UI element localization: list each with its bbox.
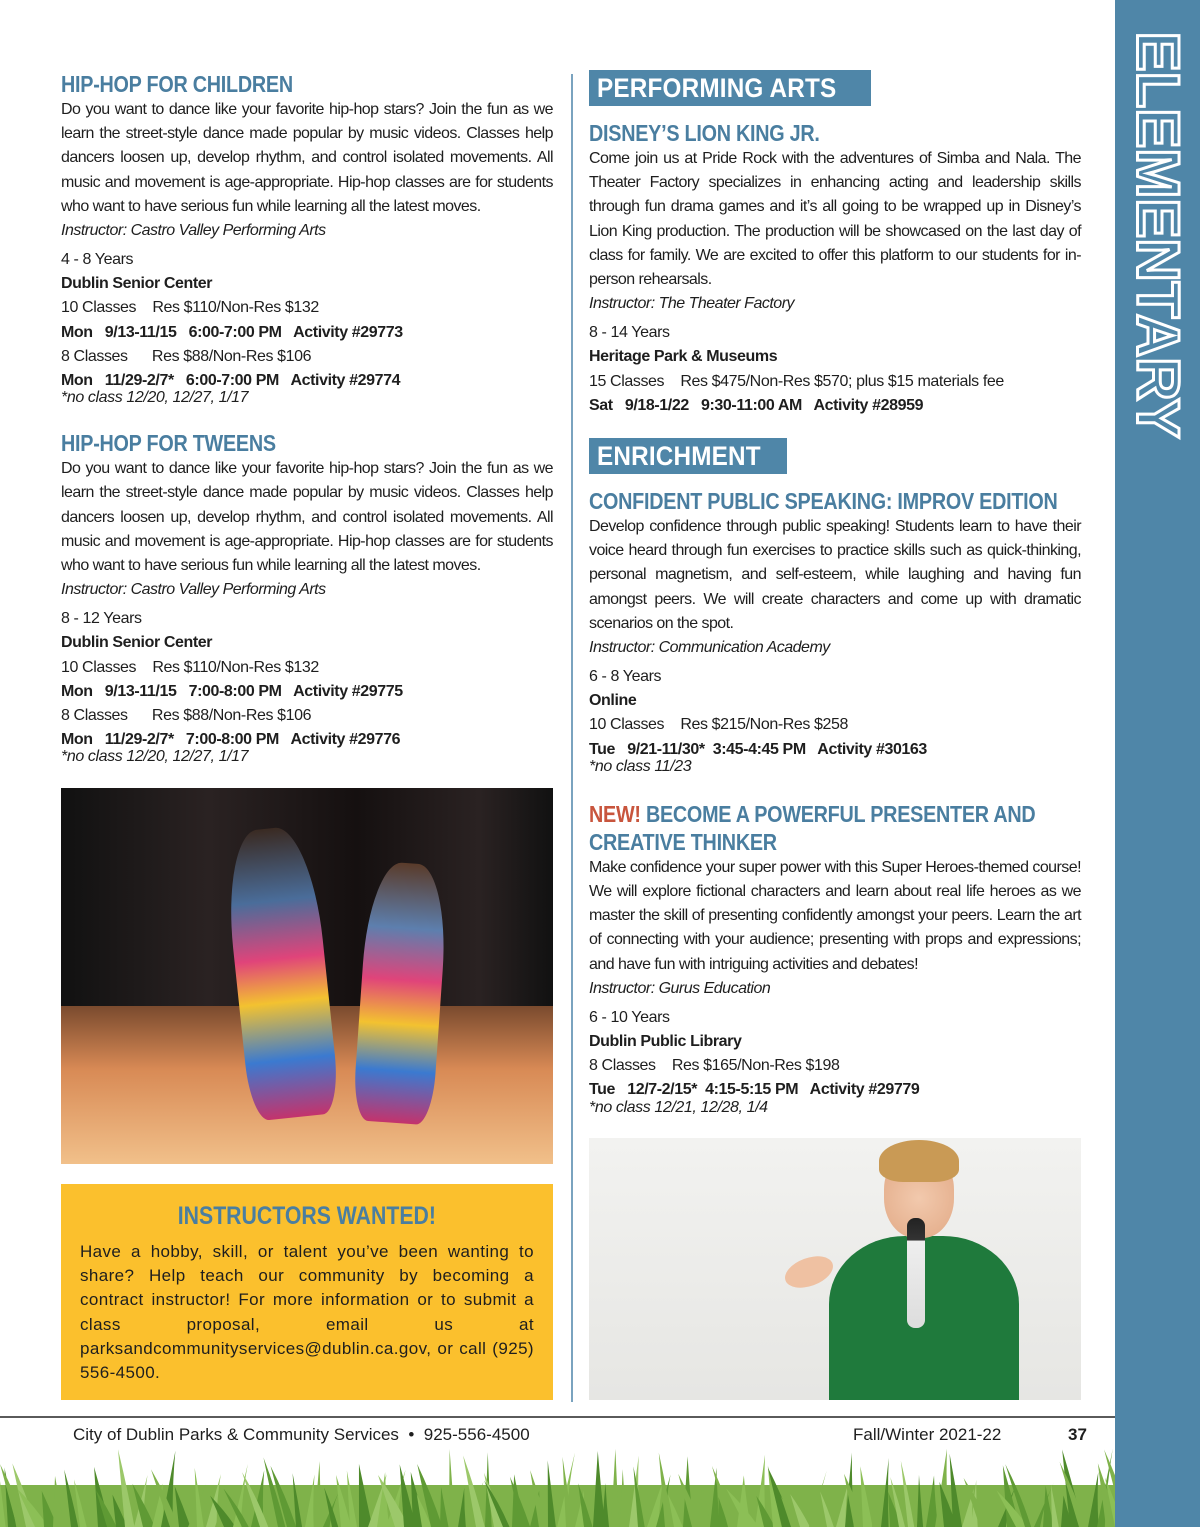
section-title (589, 800, 1036, 828)
instructor: Instructor: Gurus Education (589, 979, 771, 997)
section-description: Develop confidence through public speaking! Students learn to have their voice heard through fun exercises to practice skills such as quick-thinking, personal magnetism, and self-esteem, while laughing and having fun amongst peers. We will create characters and come up with dramatic scenarios on the spot. (589, 518, 1081, 632)
session-fee: 10 Classes Res $110/Non-Res $132 (61, 299, 319, 317)
instructor: Instructor: Castro Valley Performing Arts (61, 222, 326, 240)
footer-season: Fall/Winter 2021-22 (853, 1425, 1002, 1444)
session-schedule: Mon 11/29-2/7* 6:00-7:00 PM Activity #29774 (61, 372, 401, 390)
instructor: Instructor: Communication Academy (589, 639, 830, 657)
session-schedule: Tue 9/21-11/30* 3:45-4:45 PM Activity #30163 (589, 740, 927, 758)
photo-hair (879, 1140, 959, 1182)
session-schedule: Mon 9/13-11/15 6:00-7:00 PM Activity #29773 (61, 323, 403, 341)
category-header (589, 438, 1081, 478)
session-schedule: Tue 12/7-2/15* 4:15-5:15 PM Activity #29779 (589, 1081, 920, 1099)
instructor: Instructor: The Theater Factory (589, 295, 795, 313)
instructors-wanted-callout (61, 1184, 553, 1400)
session-fee: 8 Classes Res $165/Non-Res $198 (589, 1057, 840, 1075)
microphone-icon (907, 1218, 925, 1328)
page-number: 37 (1068, 1425, 1087, 1444)
session-schedule: Mon 11/29-2/7* 7:00-8:00 PM Activity #29776 (61, 731, 401, 749)
section-description: Do you want to dance like your favorite hip-hop stars? Join the fun as we learn the street-style dance made popular by music videos. Classes help dancers loosen up, develop rhythm, and control isolated movements. All music and movement is age-appropriate. Hip-hop classes are for students who want to have serious fun while learning all the latest moves. (61, 460, 553, 575)
age-range: 8 - 14 Years (589, 324, 670, 342)
category-label: PERFORMING ARTS (589, 70, 871, 106)
age-range: 8 - 12 Years (61, 610, 142, 628)
side-label-text: ELEMENTARY (1124, 31, 1192, 439)
session-fee: 8 Classes Res $88/Non-Res $106 (61, 707, 312, 725)
category-header (589, 70, 1081, 110)
callout-title: INSTRUCTORS WANTED! (177, 1202, 437, 1230)
section-title: HIP-HOP FOR TWEENS (61, 430, 276, 457)
photo-hand (781, 1250, 838, 1293)
no-class-note: *no class 12/20, 12/27, 1/17 (61, 748, 249, 766)
presenter-section (589, 800, 1081, 1117)
section-title: HIP-HOP FOR CHILDREN (61, 71, 293, 97)
age-range: 6 - 10 Years (589, 1008, 670, 1026)
location: Dublin Senior Center (61, 634, 213, 652)
location: Online (589, 692, 637, 710)
no-class-note: *no class 11/23 (589, 757, 692, 775)
location: Heritage Park & Museums (589, 348, 778, 366)
location: Dublin Public Library (589, 1033, 742, 1051)
left-column (61, 70, 553, 766)
footer-organization: City of Dublin Parks & Community Services • 925-556-4500 (73, 1425, 530, 1444)
session-fee: 8 Classes Res $88/Non-Res $106 (61, 347, 312, 365)
presenter-boy-photo (589, 1138, 1081, 1400)
session-schedule: Sat 9/18-1/22 9:30-11:00 AM Activity #28959 (589, 396, 924, 414)
no-class-note: *no class 12/21, 12/28, 1/4 (589, 1098, 768, 1116)
instructor: Instructor: Castro Valley Performing Arts (61, 581, 326, 599)
section-title: DISNEY’S LION KING JR. (589, 120, 820, 146)
session-schedule: Mon 9/13-11/15 7:00-8:00 PM Activity #29775 (61, 682, 403, 700)
section-description: Come join us at Pride Rock with the adventures of Simba and Nala. The Theater Factory specializes in enhancing acting and leadership skills through fun drama games and it’s all going to be wrapped up in Disney’s Lion King production. The production will be showcased on the last day of class for family. We are excited to offer this platform to our students for in-person rehearsals. (589, 150, 1081, 289)
session-fee: 15 Classes Res $475/Non-Res $570; plus $15 materials fee (589, 372, 1004, 390)
new-badge: NEW! (589, 800, 641, 827)
session-fee: 10 Classes Res $215/Non-Res $258 (589, 716, 849, 734)
public-speaking-section (589, 487, 1081, 776)
location: Dublin Senior Center (61, 275, 213, 293)
dancers-photo (61, 788, 553, 1164)
footer-rule (0, 1416, 1115, 1418)
section-title-line: CREATIVE THINKER (589, 828, 777, 855)
no-class-note: *no class 12/20, 12/27, 1/17 (61, 389, 249, 407)
column-divider (571, 74, 573, 1402)
category-label: ENRICHMENT (589, 438, 787, 474)
right-column (589, 70, 1081, 1117)
side-label (1118, 31, 1198, 439)
section-title: CONFIDENT PUBLIC SPEAKING: IMPROV EDITION (589, 488, 1058, 515)
age-range: 6 - 8 Years (589, 668, 662, 686)
section-title-line: BECOME A POWERFUL PRESENTER AND (645, 800, 1036, 827)
hiphop-tweens-section (61, 429, 553, 766)
section-description: Do you want to dance like your favorite hip-hop stars? Join the fun as we learn the street-style dance made popular by music videos. Classes help dancers loosen up, develop rhythm, and control isolated movements. All music and movement is age-appropriate. Hip-hop classes are for students who want to have serious fun while learning all the latest moves. (61, 101, 553, 215)
callout-text: Have a hobby, skill, or talent you’ve been wanting to share? Help teach our community by becoming a contract instructor! For more information or to submit a class proposal, email us at parksandcommunityservices@dublin.ca.gov, or call (925) 556-4500. (80, 1242, 534, 1383)
section-description: Make confidence your super power with this Super Heroes-themed course! We will explore fictional characters and learn about real life heroes as we master the skill of presenting confidently amongst your peers. Learn the art of connecting with your audience; presenting with props and expressions; and have fun with intriguing activities and debates! (589, 858, 1081, 973)
age-range: 4 - 8 Years (61, 251, 134, 269)
hiphop-children-section (61, 70, 553, 407)
session-fee: 10 Classes Res $110/Non-Res $132 (61, 658, 319, 676)
lion-king-section (589, 119, 1081, 418)
grass-decoration (0, 1445, 1115, 1527)
